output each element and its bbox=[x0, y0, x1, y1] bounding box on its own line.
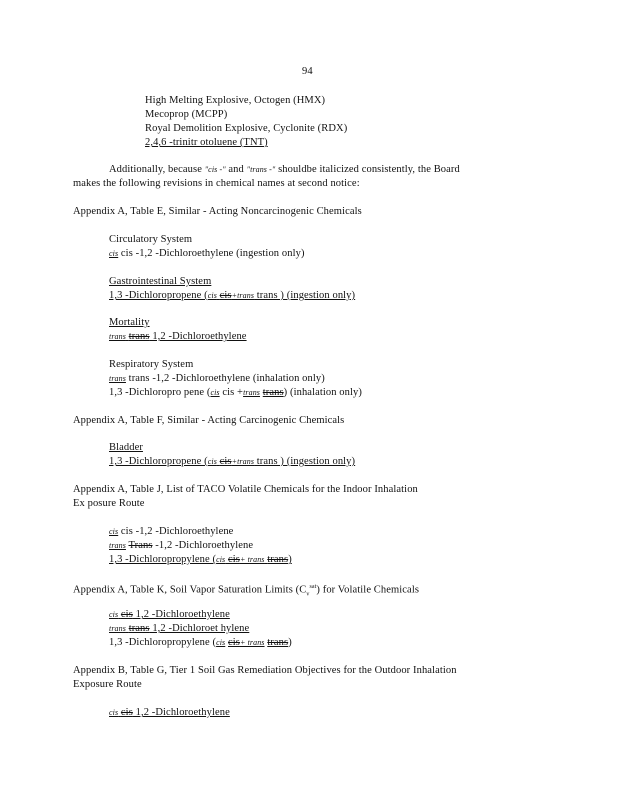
italic-cis: cis bbox=[216, 638, 226, 647]
deleted-text: trans bbox=[267, 637, 289, 648]
italic-cis: cis bbox=[109, 249, 119, 258]
chemical-entry bbox=[109, 540, 253, 552]
entry-text: 1,3 -Dichloropropene ( bbox=[109, 290, 208, 301]
chemical-entry bbox=[109, 609, 230, 621]
superscript: sat bbox=[309, 584, 317, 590]
deleted-text: cis bbox=[228, 554, 240, 565]
page-number: 94 bbox=[302, 66, 313, 77]
entry-text: 1,3 -Dichloropro pene ( bbox=[109, 387, 211, 398]
deleted-text: cis bbox=[228, 637, 240, 648]
chemical-entry bbox=[109, 526, 233, 538]
entry-text: trans ) (ingestion only) bbox=[254, 456, 356, 467]
entry-text: cis -1,2 -Dichloroethylene bbox=[118, 526, 234, 537]
subscript: v bbox=[306, 591, 310, 598]
entry-text: 1,2 -Dichloroethylene bbox=[132, 609, 230, 620]
entry-text: 1,2 -Dichloroethylene bbox=[132, 707, 230, 718]
deleted-text: cis bbox=[120, 609, 133, 620]
paragraph-text: and bbox=[225, 164, 247, 175]
entry-text: 1,3 -Dichloropropene ( bbox=[109, 456, 208, 467]
category-label: Circulatory System bbox=[109, 234, 193, 245]
entry-text: 1,2 -Dichloroethylene bbox=[149, 331, 247, 342]
trans-quote: "trans -" bbox=[246, 165, 276, 174]
entry-text: 1,3 -Dichloropropylene ( bbox=[109, 554, 217, 565]
section-heading-cont: Ex posure Route bbox=[73, 498, 145, 509]
paragraph-line bbox=[109, 164, 460, 176]
chemical-entry bbox=[109, 290, 355, 302]
italic-trans: trans bbox=[109, 374, 126, 383]
entry-text: cis -1,2 -Dichloroethylene (ingestion only) bbox=[118, 248, 305, 259]
deleted-text: trans bbox=[262, 387, 284, 398]
deleted-text: trans bbox=[128, 331, 150, 342]
italic-trans: +trans bbox=[231, 291, 255, 300]
italic-trans: trans bbox=[243, 388, 261, 397]
entry-text: cis + bbox=[219, 387, 244, 398]
deleted-text: trans bbox=[267, 554, 289, 565]
entry-text: 1,3 -Dichloropropylene ( bbox=[109, 637, 217, 648]
category-label: Bladder bbox=[109, 442, 143, 453]
italic-trans: + trans bbox=[239, 555, 265, 564]
section-heading: Appendix B, Table G, Tier 1 Soil Gas Remediation Objectives for the Outdoor Inhalation bbox=[73, 665, 457, 676]
category-label: Respiratory System bbox=[109, 359, 194, 370]
italic-trans: +trans bbox=[231, 457, 255, 466]
paragraph-text: Additionally, because bbox=[109, 164, 205, 175]
deleted-text: Trans bbox=[128, 540, 153, 551]
paragraph-line: makes the following revisions in chemical names at second notice: bbox=[73, 178, 360, 189]
section-heading-cont: Exposure Route bbox=[73, 679, 142, 690]
chemical-entry bbox=[109, 331, 247, 343]
category-label: Mortality bbox=[109, 317, 150, 328]
deleted-text: cis bbox=[219, 290, 232, 301]
chemical-entry bbox=[109, 707, 230, 719]
cis-quote: "cis -" bbox=[204, 165, 226, 174]
section-heading: Appendix A, Table F, Similar - Acting Carcinogenic Chemicals bbox=[73, 415, 345, 426]
deleted-text: cis bbox=[219, 456, 232, 467]
paragraph-text: shouldbe italicized consistently, the Board bbox=[275, 164, 460, 175]
chemical-entry bbox=[109, 623, 249, 635]
chemical-entry bbox=[109, 373, 325, 385]
italic-trans: trans bbox=[109, 624, 126, 633]
heading-text: Appendix A, Table K, Soil Vapor Saturation Limits (C bbox=[73, 584, 307, 596]
section-heading bbox=[73, 581, 419, 601]
chemical-entry bbox=[109, 248, 305, 260]
italic-trans: trans bbox=[109, 541, 126, 550]
italic-cis: cis bbox=[109, 610, 119, 619]
entry-text: -1,2 -Dichloroethylene bbox=[152, 540, 254, 551]
deleted-text: trans bbox=[128, 623, 150, 634]
italic-cis: cis bbox=[109, 708, 119, 717]
italic-cis: cis bbox=[207, 291, 217, 300]
chemical-entry bbox=[109, 387, 362, 399]
entry-text: ) (inhalation only) bbox=[283, 387, 362, 398]
chemical-entry: 1,3 -Dichloropropylene (cis cis+ trans trans) bbox=[109, 637, 292, 648]
entry-text: trans -1,2 -Dichloroethylene (inhalation only) bbox=[125, 373, 325, 384]
section-heading: Appendix A, Table E, Similar - Acting Noncarcinogenic Chemicals bbox=[73, 206, 362, 217]
italic-trans: trans bbox=[109, 332, 126, 341]
italic-cis: cis bbox=[207, 457, 217, 466]
italic-cis: cis bbox=[210, 388, 220, 397]
deleted-text: cis bbox=[120, 707, 133, 718]
italic-cis: cis bbox=[216, 555, 226, 564]
chemical-list-item: High Melting Explosive, Octogen (HMX) bbox=[145, 95, 326, 106]
chemical-list-item: Royal Demolition Explosive, Cyclonite (RDX) bbox=[145, 123, 348, 134]
entry-text: 1,2 -Dichloroet hylene bbox=[149, 623, 250, 634]
italic-trans: + trans bbox=[239, 638, 265, 647]
italic-cis: cis bbox=[109, 527, 119, 536]
chemical-entry: 1,3 -Dichloropropylene (cis cis+ trans trans) bbox=[109, 554, 292, 565]
entry-text: trans ) (ingestion only) bbox=[254, 290, 356, 301]
chemical-list-item: 2,4,6 -trinitr otoluene (TNT) bbox=[145, 137, 268, 148]
category-label: Gastrointestinal System bbox=[109, 276, 212, 287]
heading-text: ) for Volatile Chemicals bbox=[316, 584, 420, 596]
section-heading: Appendix A, Table J, List of TACO Volatile Chemicals for the Indoor Inhalation bbox=[73, 484, 418, 495]
chemical-entry bbox=[109, 456, 355, 468]
chemical-list-item: Mecoprop (MCPP) bbox=[145, 109, 228, 120]
